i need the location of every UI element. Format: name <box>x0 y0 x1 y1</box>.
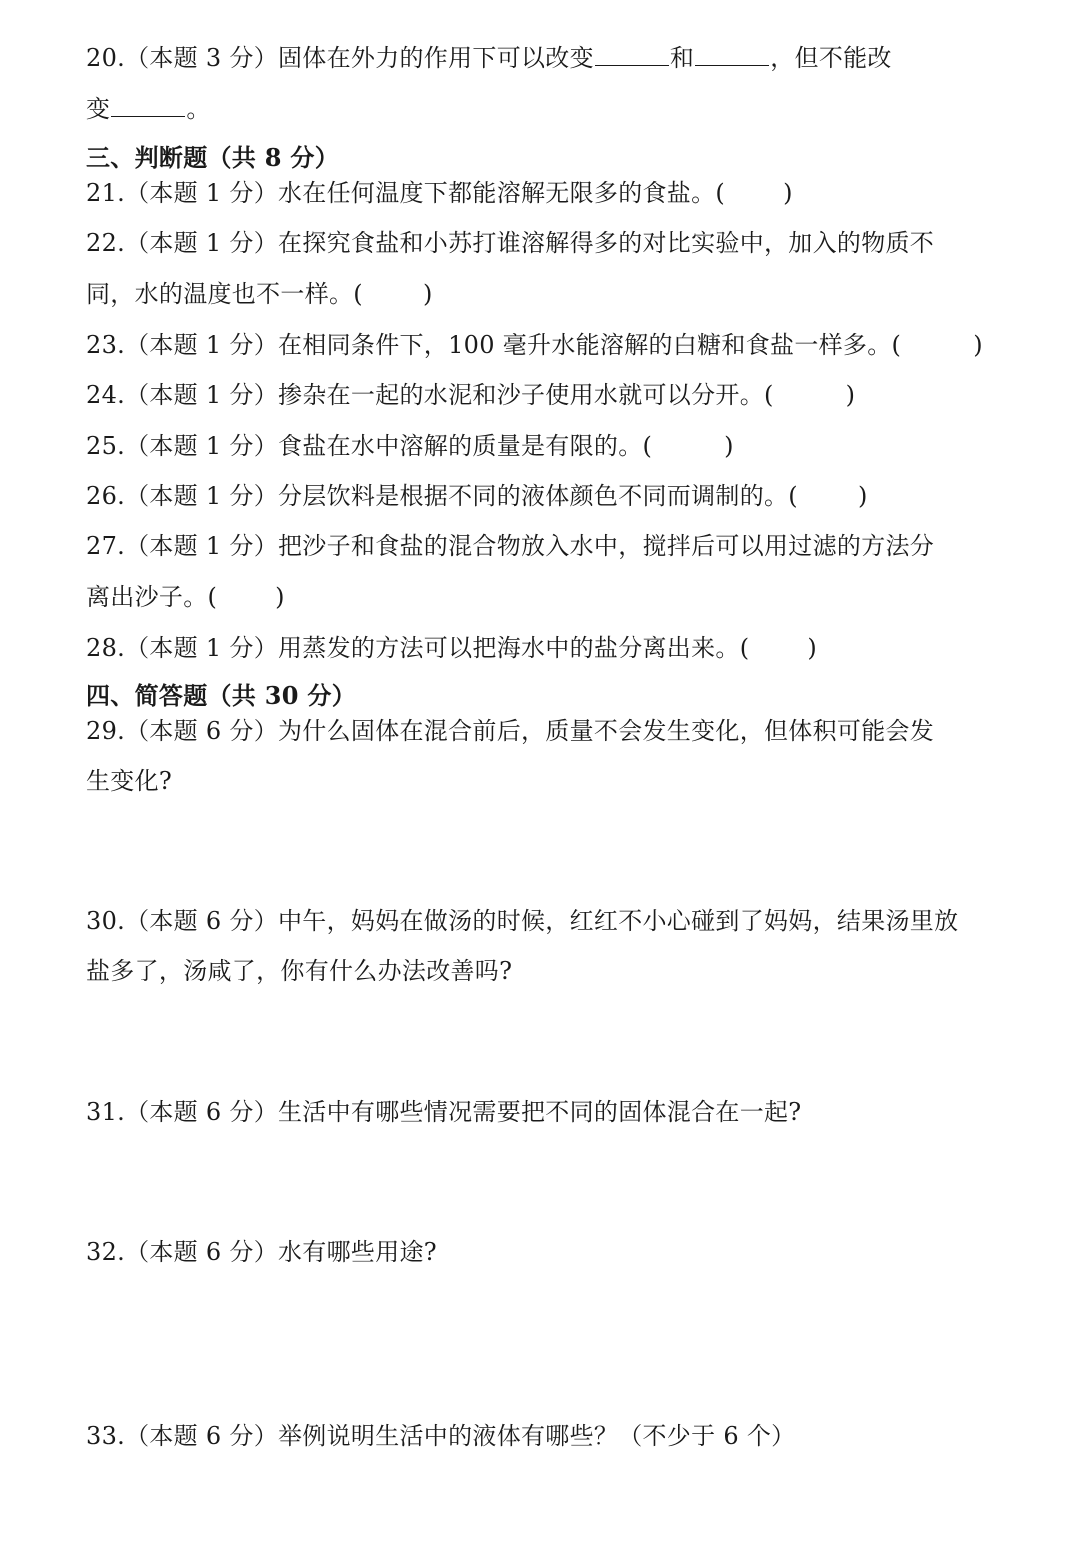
paren-close: ) <box>422 280 433 308</box>
question-20-text-d: 变 <box>86 95 111 123</box>
paren-close: ) <box>807 634 818 662</box>
question-text: 32.（本题 6 分）水有哪些用途? <box>86 1238 437 1266</box>
question-text: 盐多了，汤咸了，你有什么办法改善吗? <box>86 957 513 985</box>
paren-close: ) <box>724 432 734 460</box>
section-heading-short-answer: 四、简答题（共 30 分） <box>86 681 357 710</box>
question-28 <box>86 632 817 664</box>
paren-close: ) <box>845 381 856 409</box>
question-20-line-1 <box>86 42 892 74</box>
question-23 <box>86 329 983 361</box>
question-29-line-1 <box>86 715 934 747</box>
question-22-line-1 <box>86 227 934 259</box>
question-20-text-a: 20.（本题 3 分）固体在外力的作用下可以改变 <box>86 44 594 72</box>
question-31 <box>86 1096 801 1128</box>
question-21 <box>86 177 793 209</box>
question-text: 生变化? <box>86 767 173 795</box>
question-text: 33.（本题 6 分）举例说明生活中的液体有哪些？（不少于 6 个） <box>86 1422 796 1450</box>
question-text: 23.（本题 1 分）在相同条件下，100 毫升水能溶解的白糖和食盐一样多。( <box>86 331 902 359</box>
question-25 <box>86 430 734 462</box>
question-20-text-c: ，但不能改 <box>770 44 892 72</box>
question-text: 31.（本题 6 分）生活中有哪些情况需要把不同的固体混合在一起? <box>86 1098 802 1126</box>
question-text: 同，水的温度也不一样。( <box>86 280 363 308</box>
question-text: 25.（本题 1 分）食盐在水中溶解的质量是有限的。( <box>86 432 653 460</box>
paren-close: ) <box>857 482 868 510</box>
question-text: 21.（本题 1 分）水在任何温度下都能溶解无限多的食盐。( <box>86 179 726 207</box>
question-text: 30.（本题 6 分）中午，妈妈在做汤的时候，红红不小心碰到了妈妈，结果汤里放 <box>86 907 959 935</box>
question-26 <box>86 480 868 512</box>
question-text: 24.（本题 1 分）掺杂在一起的水泥和沙子使用水就可以分开。( <box>86 381 774 409</box>
question-27-line-2 <box>86 581 285 613</box>
question-29-line-2 <box>86 765 172 797</box>
question-text: 26.（本题 1 分）分层饮料是根据不同的液体颜色不同而调制的。( <box>86 482 798 510</box>
answer-blank[interactable] <box>595 43 669 66</box>
question-text: 28.（本题 1 分）用蒸发的方法可以把海水中的盐分离出来。( <box>86 634 750 662</box>
question-text: 29.（本题 6 分）为什么固体在混合前后，质量不会发生变化，但体积可能会发 <box>86 717 935 745</box>
question-20-text-b: 和 <box>669 44 695 72</box>
question-24 <box>86 379 855 411</box>
question-27-line-1 <box>86 530 934 562</box>
question-22-line-2 <box>86 278 433 310</box>
question-20-line-2 <box>86 93 211 125</box>
paren-close: ) <box>275 583 285 611</box>
question-20-text-e: 。 <box>186 95 211 123</box>
question-text: 离出沙子。( <box>86 583 218 611</box>
question-30-line-2 <box>86 955 512 987</box>
answer-blank[interactable] <box>695 43 769 66</box>
question-30-line-1 <box>86 905 958 937</box>
question-33 <box>86 1420 795 1452</box>
section-heading-judgment: 三、判断题（共 8 分） <box>86 143 340 172</box>
question-text: 22.（本题 1 分）在探究食盐和小苏打谁溶解得多的对比实验中，加入的物质不 <box>86 229 935 257</box>
answer-blank[interactable] <box>111 94 185 117</box>
paren-close: ) <box>783 179 793 207</box>
question-text: 27.（本题 1 分）把沙子和食盐的混合物放入水中，搅拌后可以用过滤的方法分 <box>86 532 935 560</box>
paren-close: ) <box>973 331 983 359</box>
question-32 <box>86 1236 437 1268</box>
